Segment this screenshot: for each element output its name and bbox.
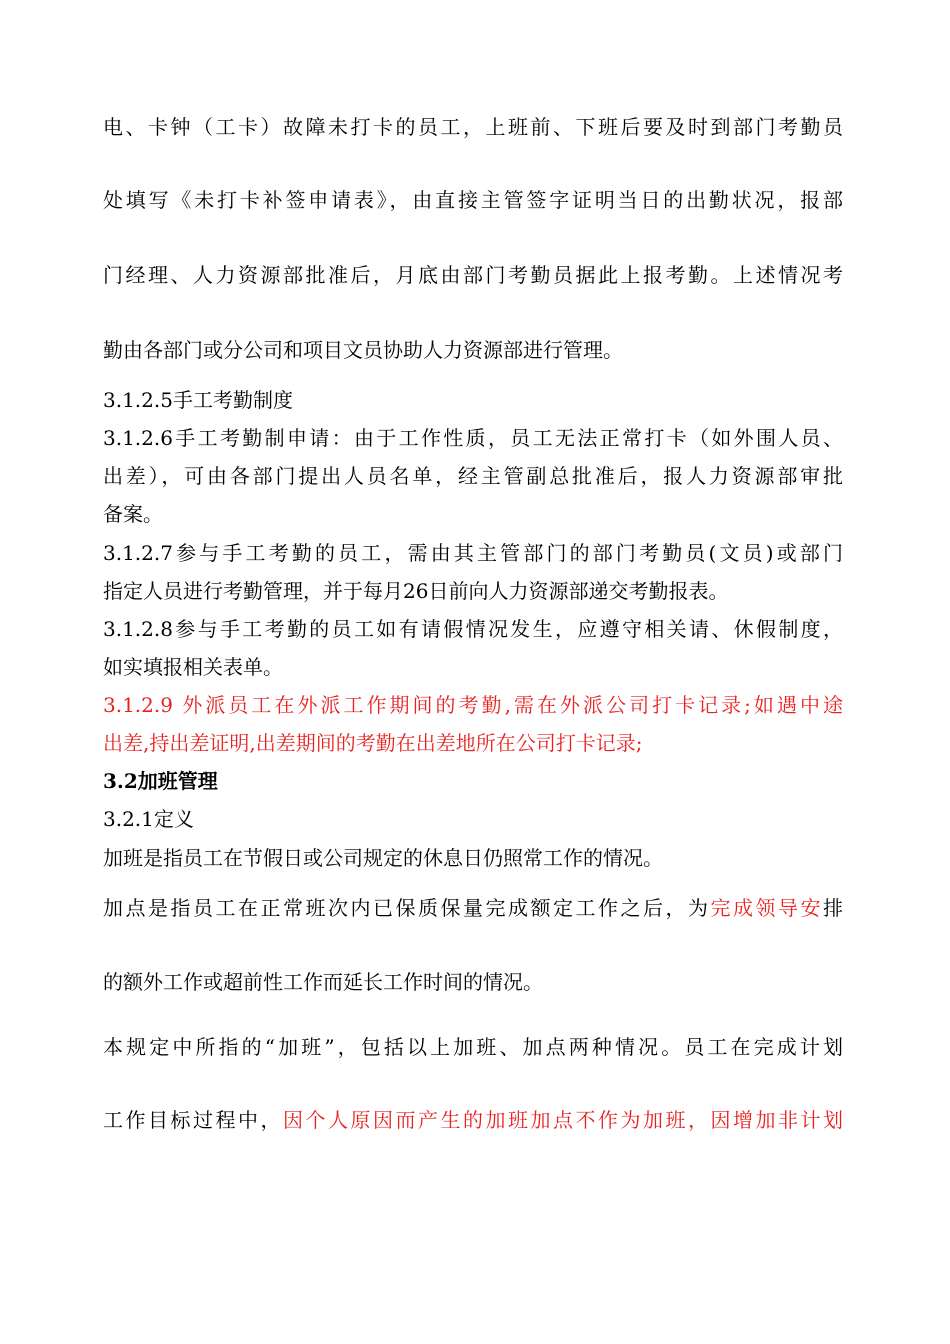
section-heading-3-2: 3.2加班管理 <box>103 769 218 793</box>
highlight-leader-arrangement: 完成领导安 <box>710 896 823 920</box>
clause-3-1-2-8-line-1: 3.1.2.8参与手工考勤的员工如有请假情况发生，应遵守相关请、休假制度， <box>103 617 843 641</box>
scope-line-1: 本规定中所指的“加班”，包括以上加班、加点两种情况。员工在完成计划 <box>103 1035 843 1059</box>
scope-line-2-text: 工作目标过程中， <box>103 1108 283 1132</box>
paragraph-line-4: 勤由各部门或分公司和项目文员协助人力资源部进行管理。 <box>103 338 623 362</box>
highlight-personal-reason: 因个人原因而产生的加班加点不作为加班，因增加非计划 <box>283 1108 843 1132</box>
clause-3-1-2-6-line-1: 3.1.2.6手工考勤制申请：由于工作性质，员工无法正常打卡（如外围人员、 <box>103 426 843 450</box>
clause-3-1-2-9-line-1: 3.1.2.9 外派员工在外派工作期间的考勤,需在外派公司打卡记录;如遇中途 <box>103 693 843 717</box>
paragraph-line-2: 处填写《未打卡补签申请表》，由直接主管签字证明当日的出勤状况，报部 <box>103 188 843 212</box>
clause-3-1-2-9-line-2: 出差,持出差证明,出差期间的考勤在出差地所在公司打卡记录; <box>103 731 643 755</box>
definition-extra-hours-text: 加点是指员工在正常班次内已保质保量完成额定工作之后，为 <box>103 896 711 920</box>
clause-3-1-2-7-line-1: 3.1.2.7参与手工考勤的员工，需由其主管部门的部门考勤员(文员)或部门 <box>103 541 843 565</box>
section-heading-3-1-2-5: 3.1.2.5手工考勤制度 <box>103 388 293 412</box>
clause-3-1-2-6-line-3: 备案。 <box>103 502 163 526</box>
paragraph-line-1: 电、卡钟（工卡）故障未打卡的员工，上班前、下班后要及时到部门考勤员 <box>103 115 843 139</box>
section-heading-3-2-1: 3.2.1定义 <box>103 807 194 831</box>
definition-extra-hours-end: 排 <box>823 896 843 920</box>
scope-line-2 <box>103 1107 843 1133</box>
clause-3-1-2-7-line-2: 指定人员进行考勤管理，并于每月26日前向人力资源部递交考勤报表。 <box>103 579 729 603</box>
clause-3-1-2-6-line-2: 出差），可由各部门提出人员名单，经主管副总批准后，报人力资源部审批 <box>103 464 843 488</box>
paragraph-line-3: 门经理、人力资源部批准后，月底由部门考勤员据此上报考勤。上述情况考 <box>103 263 843 287</box>
clause-3-1-2-8-line-2: 如实填报相关表单。 <box>103 655 283 679</box>
definition-extra-hours-line-1 <box>103 895 843 921</box>
definition-extra-hours-line-2: 的额外工作或超前性工作而延长工作时间的情况。 <box>103 970 543 994</box>
definition-overtime: 加班是指员工在节假日或公司规定的休息日仍照常工作的情况。 <box>103 846 663 870</box>
